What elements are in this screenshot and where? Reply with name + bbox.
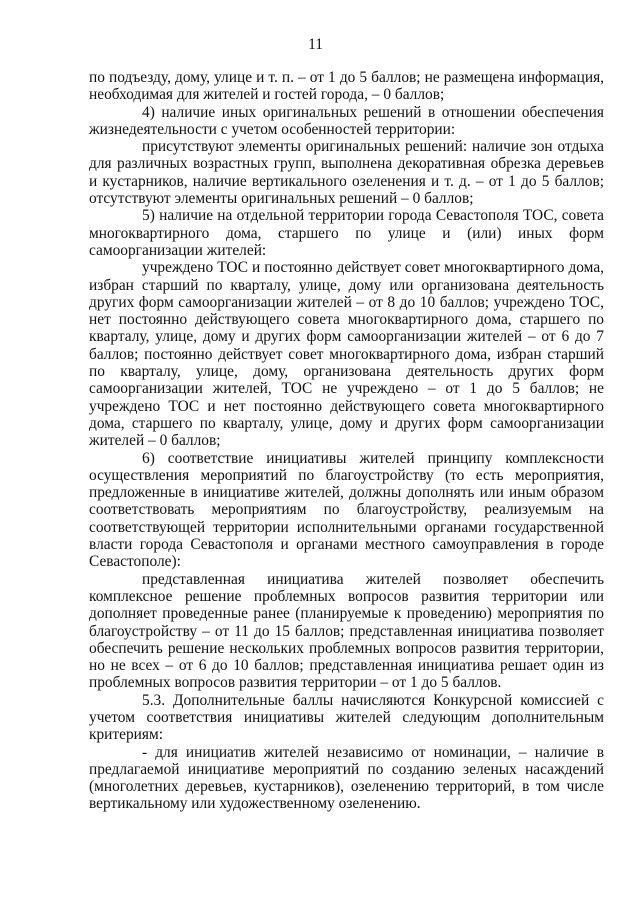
paragraph-continuation: по подъезду, дому, улице и т. п. – от 1 до 5 баллов; не размещена информация, необходимая для жителей и гостей города, – 0 баллов; <box>89 69 604 104</box>
document-body <box>89 69 604 813</box>
paragraph-criterion-5-scoring: учреждено ТОС и постоянно действует совет многоквартирного дома, избран старший по кварталу, улице, дому или организована деятельность других форм самоорганизации жителей – от 8 до 10 баллов; учреждено ТОС, нет постоянно действующего совета многоквартирного дома, старшего по кварталу, улице, дому и других форм самоорганизации жителей – от 6 до 7 баллов; постоянно действует совет многоквартирного дома, избран старший по кварталу, улице, дому, организована деятельность других форм самоорганизации жителей, ТОС не учреждено – от 1 до 5 баллов; не учреждено ТОС и нет постоянно действующего совета многоквартирного дома, старшего по кварталу, улице, дому и других форм самоорганизации жителей – 0 баллов; <box>89 259 604 450</box>
paragraph-criterion-4: 4) наличие иных оригинальных решений в отношении обеспечения жизнедеятельности с учетом особенностей территории: <box>89 103 604 138</box>
paragraph-criterion-6-scoring: представленная инициатива жителей позволяет обеспечить комплексное решение проблемных вопросов развития территории или дополняет проведенные ранее (планируемые к проведению) мероприятия по благоустройству – от 11 до 15 баллов; представленная инициатива позволяет обеспечить решение нескольких проблемных вопросов развития территории, но не всех – от 6 до 10 баллов; представленная инициатива решает один из проблемных вопросов развития территории – от 1 до 5 баллов. <box>89 570 604 692</box>
paragraph-criterion-5: 5) наличие на отдельной территории города Севастополя ТОС, совета многоквартирного дома, старшего по улице и (или) иных форм самоорганизации жителей: <box>89 207 604 259</box>
paragraph-criterion-6: 6) соответствие инициативы жителей принципу комплексности осуществления мероприятий по благоустройству (то есть мероприятия, предложенные в инициативе жителей, должны дополнять или иным образом соответствовать мероприятиям по благоустройству, реализуемым на соответствующей территории исполнительными органами государственной власти города Севастополя и органами местного самоуправления в городе Севастополе): <box>89 449 604 571</box>
page-number: 11 <box>308 36 323 53</box>
paragraph-criterion-4-scoring: присутствуют элементы оригинальных решений: наличие зон отдыха для различных возрастных групп, выполнена декоративная обрезка деревьев и кустарников, наличие вертикального озеленения и т. д. – от 1 до 5 баллов; отсутствуют элементы оригинальных решений – 0 баллов; <box>89 138 604 208</box>
paragraph-section-5-3: 5.3. Дополнительные баллы начисляются Конкурсной комиссией с учетом соответствия инициативы жителей следующим дополнительным критериям: <box>89 691 604 744</box>
paragraph-additional-criterion: - для инициатив жителей независимо от номинации, – наличие в предлагаемой инициативе мероприятий по созданию зеленых насаждений (многолетних деревьев, кустарников), озеленению территорий, в том числе вертикальному или художественному озеленению. <box>89 743 604 813</box>
